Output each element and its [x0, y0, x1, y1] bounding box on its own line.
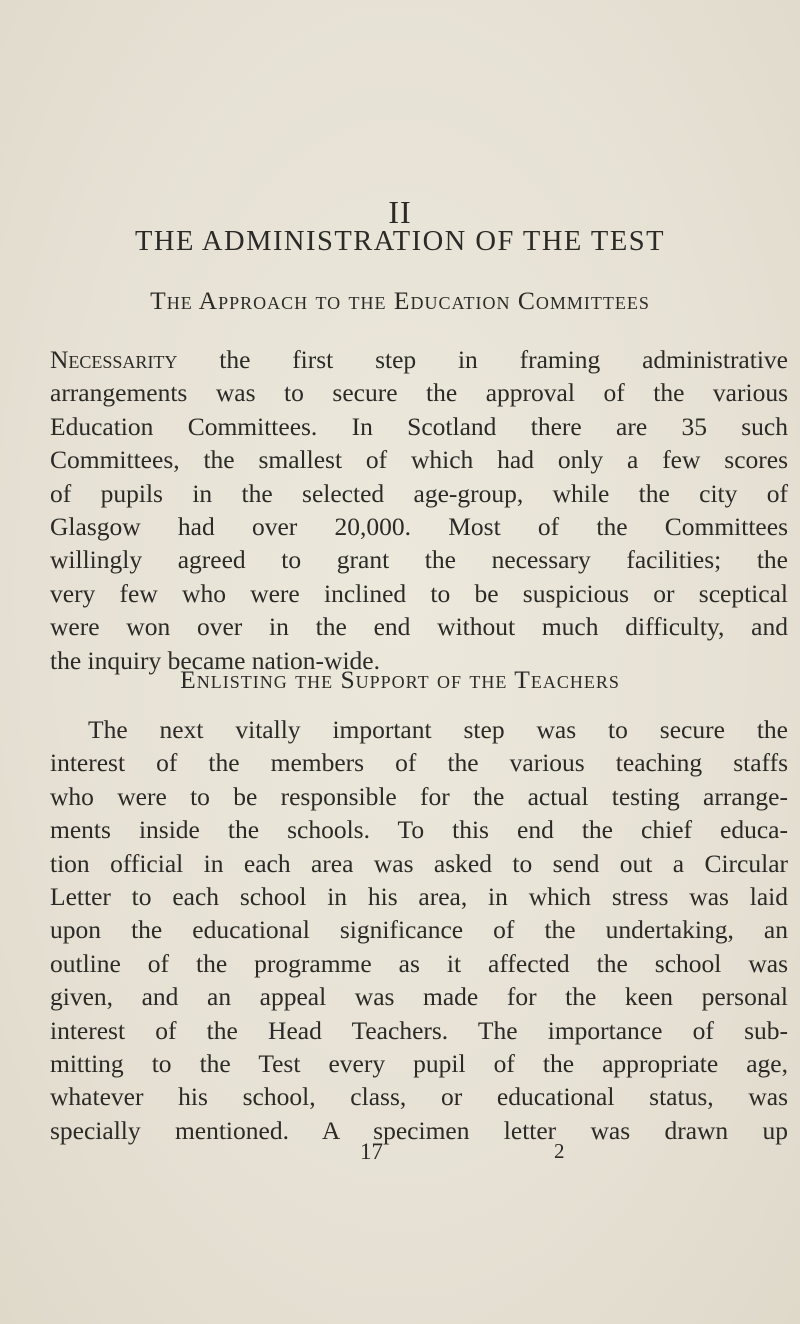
signature-mark: 2	[554, 1139, 565, 1163]
chapter-number: II	[388, 194, 412, 230]
paragraph-line: Committees, the smallest of which had only a few scores	[50, 445, 788, 475]
section-heading-teachers: Enlisting the Support of the Teachers	[180, 665, 620, 694]
paragraph-line: mitting to the Test every pupil of the appropriate age,	[50, 1049, 788, 1079]
paragraph-line: were won over in the end without much difficulty, and	[50, 612, 788, 642]
paragraph-line: The next vitally important step was to secure the	[88, 715, 788, 744]
paragraph-line: ments inside the schools. To this end the chief educa-	[50, 815, 788, 845]
paragraph-line: arrangements was to secure the approval of the various	[50, 378, 788, 408]
paragraph-line: Glasgow had over 20,000. Most of the Committees	[50, 512, 788, 542]
section-heading-committees: The Approach to the Education Committees	[150, 286, 650, 315]
paragraph-line: outline of the programme as it affected the school was	[50, 948, 788, 978]
paragraph-line: Necessarity the first step in framing administrative	[50, 345, 788, 374]
paragraph-line: the inquiry became nation-wide.	[50, 645, 380, 675]
paragraph-teachers	[50, 713, 788, 1147]
paragraph-line: interest of the members of the various teaching staffs	[50, 748, 788, 778]
page-number: 17	[360, 1139, 383, 1164]
paragraph-line: of pupils in the selected age-group, while the city of	[50, 478, 788, 508]
paragraph-line: given, and an appeal was made for the keen personal	[50, 982, 788, 1012]
paragraph-line: specially mentioned. A specimen letter was drawn up	[50, 1115, 788, 1145]
paragraph-committees	[50, 343, 788, 677]
paragraph-line: Education Committees. In Scotland there are 35 such	[50, 411, 788, 441]
paragraph-line: who were to be responsible for the actual testing arrange-	[50, 781, 788, 811]
paragraph-line: tion official in each area was asked to send out a Circular	[50, 848, 788, 878]
paragraph-line: interest of the Head Teachers. The importance of sub-	[50, 1015, 788, 1045]
paragraph-line: whatever his school, class, or educational status, was	[50, 1082, 788, 1112]
lead-word: Necessarity	[50, 345, 178, 374]
paragraph-line: willingly agreed to grant the necessary facilities; the	[50, 545, 788, 575]
paragraph-line: very few who were inclined to be suspicious or sceptical	[50, 578, 788, 608]
chapter-title: THE ADMINISTRATION OF THE TEST	[134, 226, 666, 257]
paragraph-line: upon the educational significance of the undertaking, an	[50, 915, 788, 945]
paragraph-line: Letter to each school in his area, in which stress was laid	[50, 882, 788, 912]
